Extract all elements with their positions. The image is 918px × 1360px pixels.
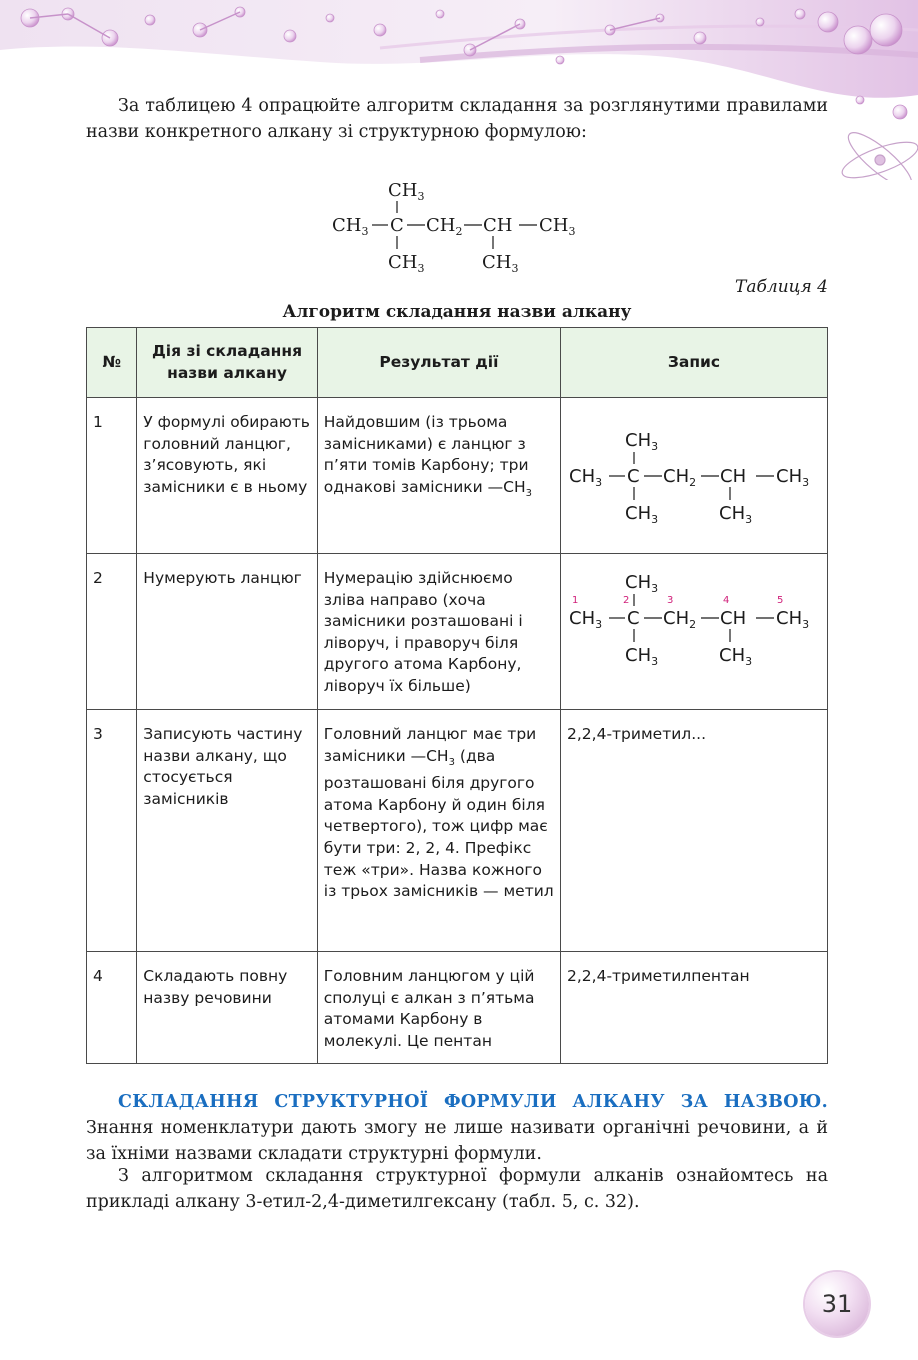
formula-chain-4: CH <box>483 215 513 236</box>
row-result: Нумерацію здійснюємо зліва направо (хоча замісники розташовані і ліворуч, і праворуч біля другого атома Карбону, ліворуч їх більше) <box>323 569 523 695</box>
table-row <box>87 710 828 952</box>
svg-text:CH3: $CH_3$ <box>776 608 810 631</box>
row-num: 3 <box>93 725 103 743</box>
svg-text:CH: CH <box>720 608 747 629</box>
structural-formula-intro <box>330 176 590 276</box>
carbon-numbering <box>572 595 783 606</box>
table-header-row <box>87 328 828 398</box>
row-num: 4 <box>93 967 103 985</box>
row-num: 2 <box>93 569 103 587</box>
header-action: Дія зі складання назви алкану <box>137 328 317 398</box>
decorative-banner <box>0 0 918 180</box>
structural-formula-row2 <box>567 566 827 676</box>
formula-bottom-substituent-2: $CH_3$ <box>482 252 519 275</box>
intro-paragraph: За таблицею 4 опрацюйте алгоритм складання за розглянутими правилами назви конкретного алкану зі структурною формулою: <box>86 96 828 142</box>
svg-text:CH2: $CH_2$ <box>663 466 697 489</box>
row-action: Складають повну назву речовини <box>143 967 288 1007</box>
header-result: Результат дії <box>317 328 560 398</box>
svg-text:CH3: $CH_3$ <box>625 503 659 526</box>
row-action: Нумерують ланцюг <box>143 569 302 587</box>
svg-text:CH3: $CH_3$ <box>719 645 753 668</box>
row-result: Головний ланцюг має три замісники $—CH_3$ (два розташовані біля другого атома Карбону й один біля четвертого), тож цифр має бути три: 2, 2, 4. Префікс теж «три». Назва кожного із трьох замісників — метил <box>323 725 554 901</box>
formula-chain-2: C <box>390 215 404 236</box>
page-number: 31 <box>805 1272 869 1336</box>
table-caption: Таблиця 4 <box>735 277 828 297</box>
svg-text:5: 5 <box>777 595 784 606</box>
svg-text:CH3: $CH_3$ <box>625 430 659 453</box>
row-result: Головним ланцюгом у цій сполуці є алкан з п’ятьма атомами Карбону в молекулі. Це пентан <box>323 967 535 1050</box>
formula-bottom-substituent-1: $CH_3$ <box>388 252 425 275</box>
svg-text:CH3: $CH_3$ <box>569 466 603 489</box>
formula-chain-3: $CH_2$ <box>426 215 463 238</box>
svg-text:CH3: $CH_3$ <box>776 466 810 489</box>
section-paragraph-1: СКЛАДАННЯ СТРУКТУРНОЇ ФОРМУЛИ АЛКАНУ ЗА НАЗВОЮ. Знання номенклатури дають змогу не лише називати органічні речовини, а й за їхніми назвами складати структурні формули. <box>86 1092 828 1164</box>
row-record: 2,2,4-триметилпентан <box>567 967 750 985</box>
row-action: У формулі обирають головний ланцюг, з’ясовують, які замісники є в ньому <box>143 413 310 496</box>
svg-text:2: 2 <box>623 595 630 606</box>
table-row <box>87 554 828 710</box>
svg-text:C: C <box>627 466 640 487</box>
table-title: Алгоритм складання назви алкану <box>282 302 632 322</box>
table-row <box>87 398 828 554</box>
header-record: Запис <box>561 328 828 398</box>
svg-text:CH3: $CH_3$ <box>569 608 603 631</box>
row-num: 1 <box>93 413 103 431</box>
formula-top-substituent: $CH_3$ <box>388 180 425 203</box>
section-heading: СКЛАДАННЯ СТРУКТУРНОЇ ФОРМУЛИ АЛКАНУ ЗА НАЗВОЮ. <box>118 1092 828 1112</box>
svg-text:CH2: $CH_2$ <box>663 608 697 631</box>
svg-text:CH3: $CH_3$ <box>625 572 659 595</box>
svg-text:1: 1 <box>572 595 579 606</box>
svg-text:CH: CH <box>720 466 747 487</box>
svg-text:3: 3 <box>667 595 674 606</box>
svg-text:CH3: $CH_3$ <box>719 503 753 526</box>
svg-text:CH3: $CH_3$ <box>625 645 659 668</box>
svg-text:C: C <box>627 608 640 629</box>
structural-formula-row1 <box>567 424 827 534</box>
formula-chain-5: $CH_3$ <box>539 215 576 238</box>
formula-chain-1: $CH_3$ <box>332 215 369 238</box>
row-record: 2,2,4-триметил... <box>567 725 706 743</box>
algorithm-table <box>86 327 828 1064</box>
row-action: Записують частину назви алкану, що стосується замісників <box>143 725 303 808</box>
section-paragraph-2: З алгоритмом складання структурної формули алканів ознайомтесь на прикладі алкану 3-етил-2,4-диметилгексану (табл. 5, с. 32). <box>86 1166 828 1212</box>
table-row <box>87 952 828 1064</box>
header-num: № <box>87 328 137 398</box>
row-result: Найдовшим (із трьома замісниками) є ланцюг з п’яти томів Карбону; три однакові замісники $—CH_3$ <box>323 413 533 499</box>
svg-text:4: 4 <box>723 595 730 606</box>
